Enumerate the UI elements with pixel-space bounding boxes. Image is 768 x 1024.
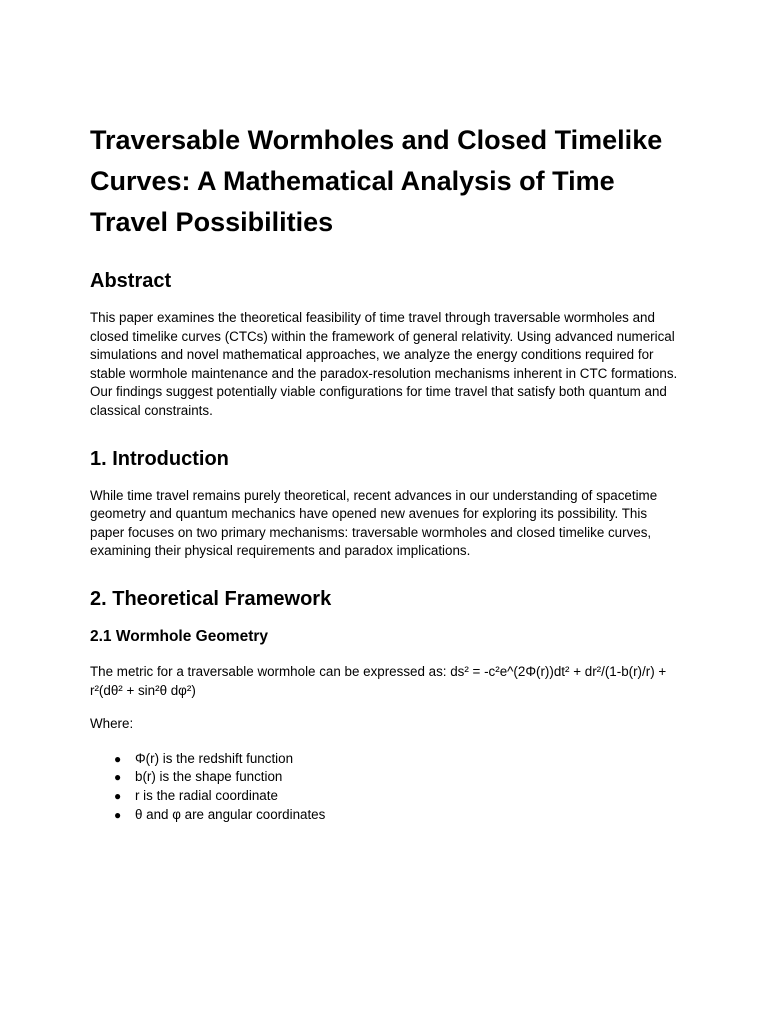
list-item <box>90 787 680 806</box>
document-page <box>90 120 680 824</box>
bullet-icon: ● <box>114 751 122 766</box>
list-item-text: θ and φ are angular coordinates <box>135 806 326 822</box>
bullet-icon: ● <box>114 770 122 785</box>
wormhole-geometry-heading: 2.1 Wormhole Geometry <box>90 627 269 645</box>
list-item-text: Φ(r) is the redshift function <box>135 750 294 766</box>
introduction-text: While time travel remains purely theoretical, recent advances in our understanding of spacetime geometry and quantum mechanics have opened new avenues for exploring its possibility. This paper focuses on two primary mechanisms: traversable wormholes and closed timelike curves, examining their physical requirements and paradox implications. <box>90 487 658 559</box>
list-item <box>90 750 680 769</box>
where-label: Where: <box>90 716 134 732</box>
bullet-icon: ● <box>114 788 122 803</box>
framework-heading: 2. Theoretical Framework <box>90 587 332 610</box>
definitions-list <box>90 750 680 824</box>
metric-text: The metric for a traversable wormhole can be expressed as: ds² = -c²e^(2Φ(r))dt² + dr²/(1-b(r)/r) + r²(dθ² + sin²θ dφ²) <box>90 663 667 698</box>
paper-title: Traversable Wormholes and Closed Timelike Curves: A Mathematical Analysis of Time Travel Possibilities <box>90 125 663 237</box>
list-item <box>90 768 680 787</box>
abstract-text: This paper examines the theoretical feasibility of time travel through traversable wormholes and closed timelike curves (CTCs) within the framework of general relativity. Using advanced numerical simulations and novel mathematical approaches, we analyze the energy conditions required for stable wormhole maintenance and the paradox-resolution mechanisms inherent in CTC formations. Our findings suggest potentially viable configurations for time travel that satisfy both quantum and classical constraints. <box>90 310 678 418</box>
bullet-icon: ● <box>114 807 122 822</box>
list-item-text: r is the radial coordinate <box>135 787 278 803</box>
list-item <box>90 806 680 825</box>
abstract-heading: Abstract <box>90 270 172 292</box>
list-item-text: b(r) is the shape function <box>135 769 283 785</box>
introduction-heading: 1. Introduction <box>90 447 229 470</box>
